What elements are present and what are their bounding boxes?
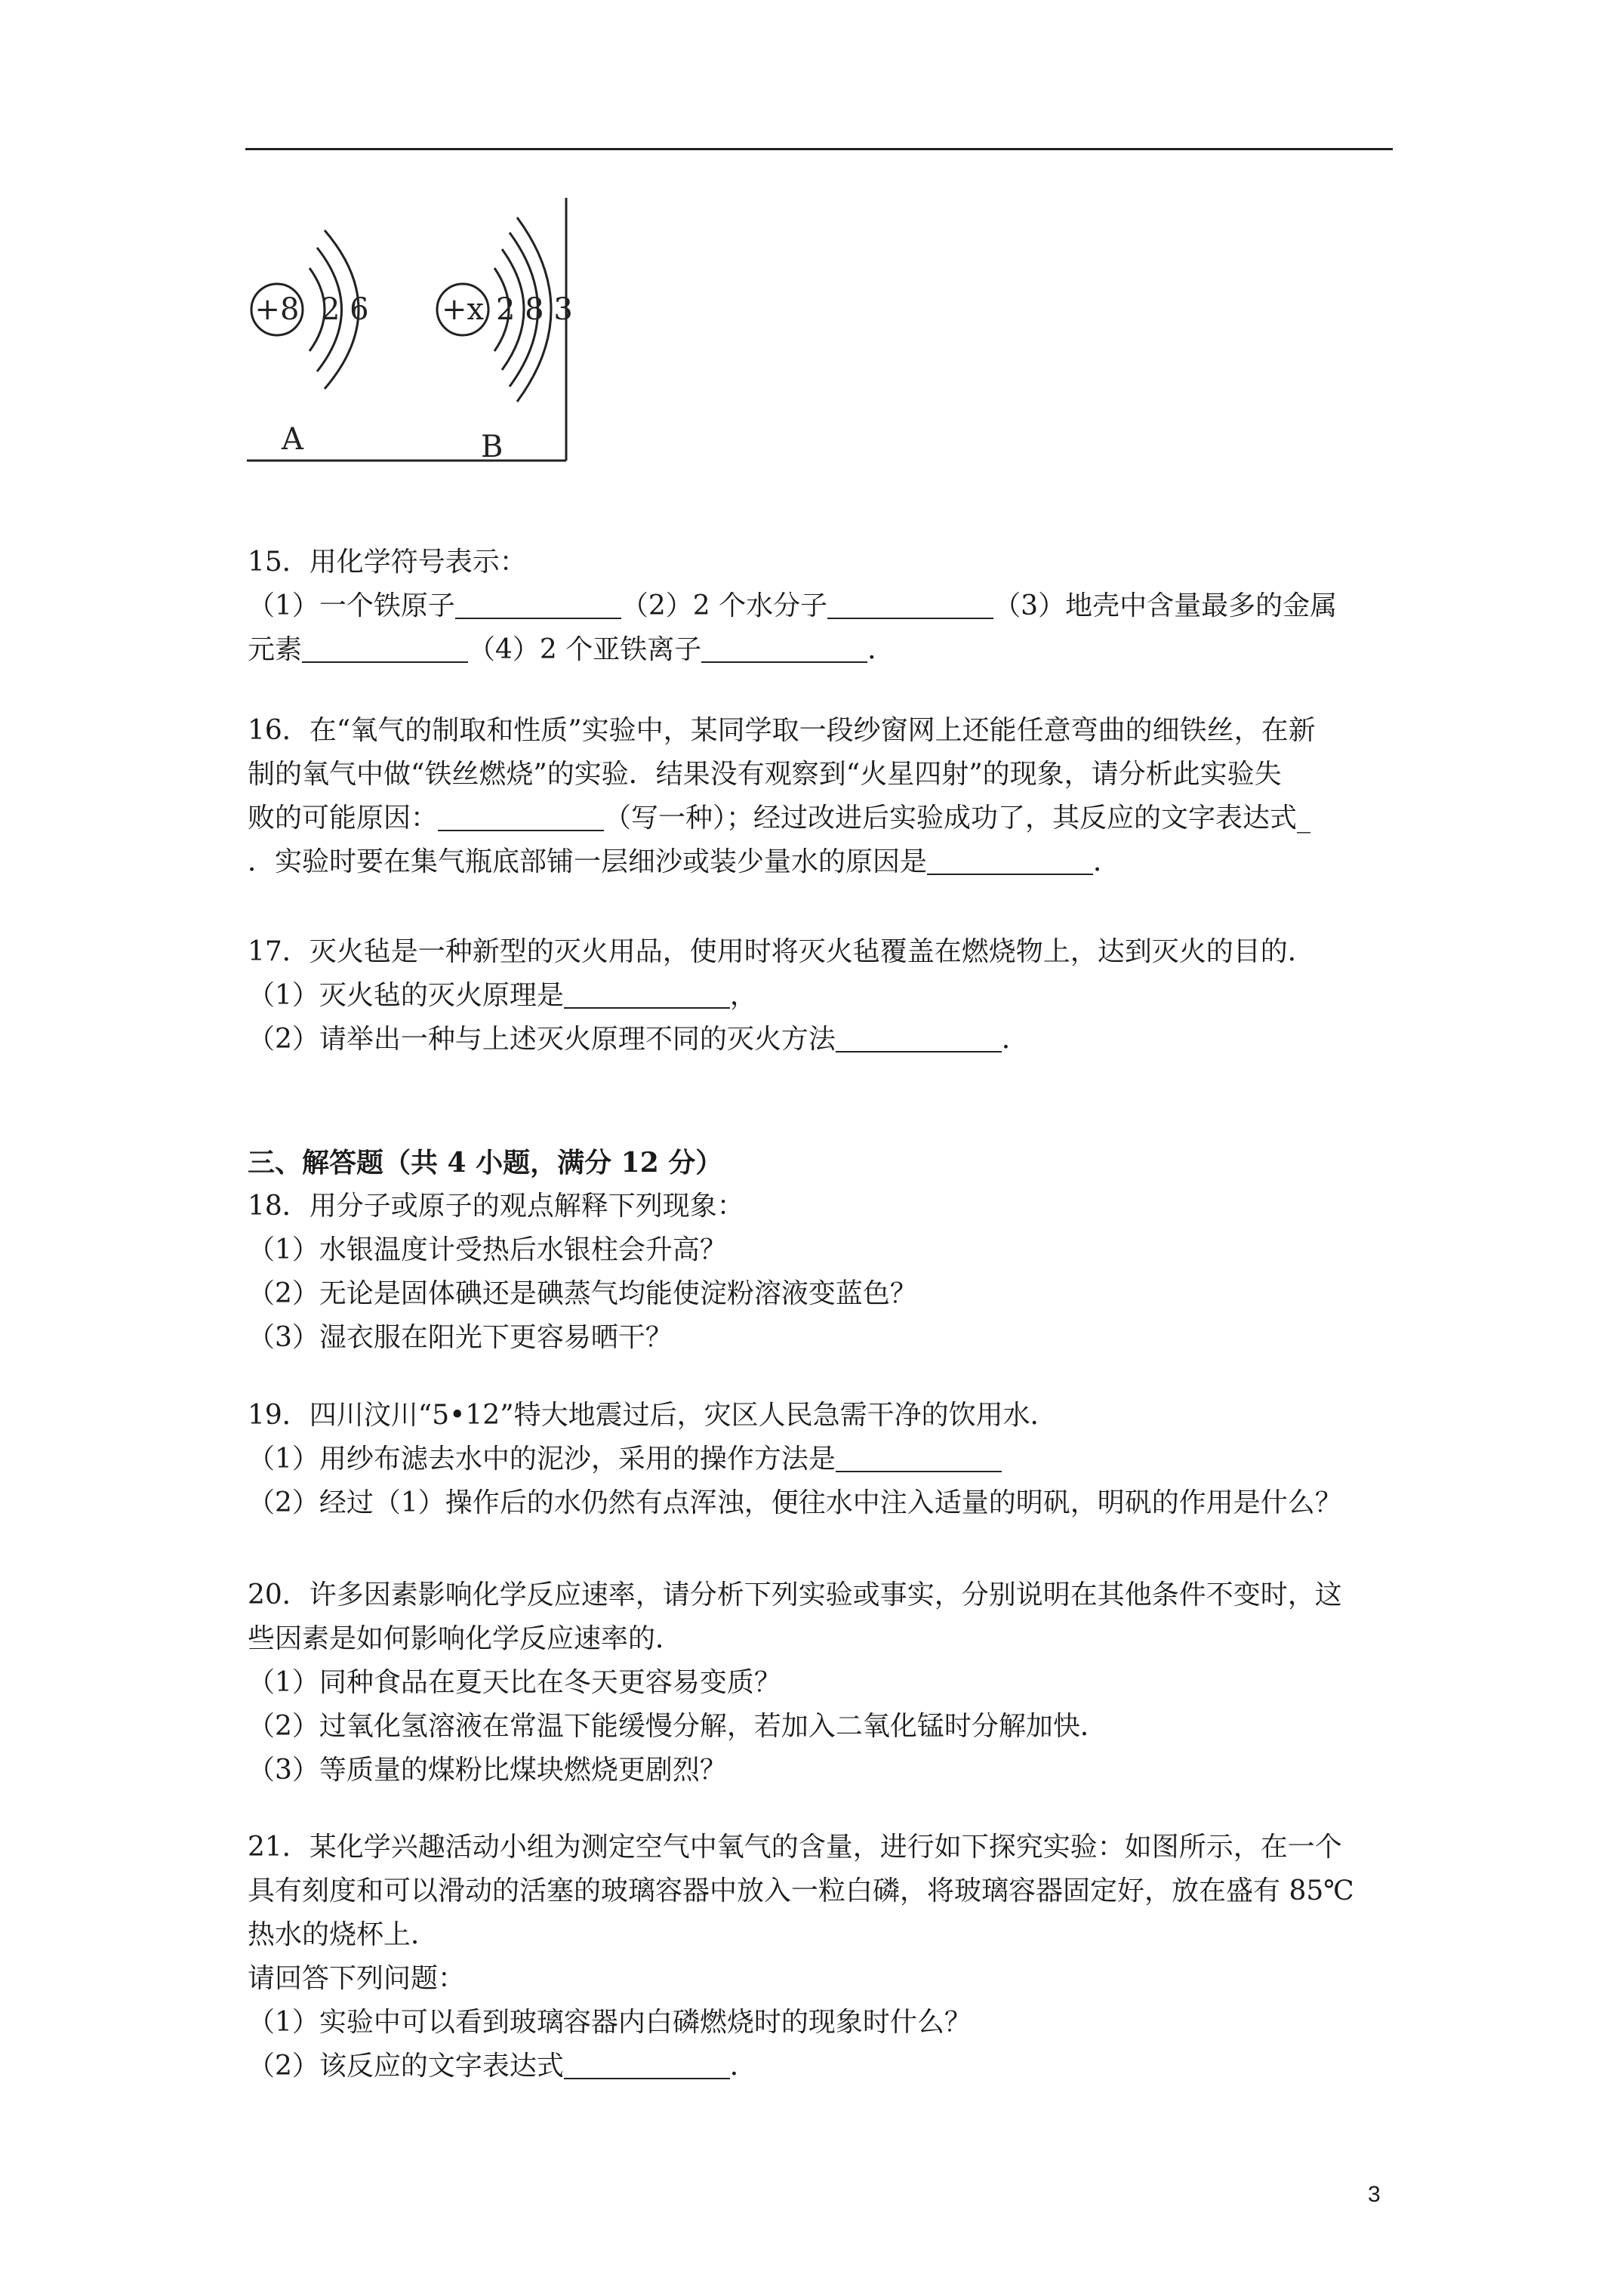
q17-line-3: （2）请举出一种与上述灭火原理不同的灭火方法 ． <box>248 1024 1029 1055</box>
section-3-heading: 三、解答题（共 4 小题，满分 12 分） <box>248 1147 723 1179</box>
answer-blank <box>836 1025 1002 1052</box>
q16-line-4: ．实验时要在集气瓶底部铺一层细沙或装少量水的原因是 ． <box>248 846 1121 877</box>
q16-line-3: 败的可能原因： （写一种）；经过改进后实验成功了，其反应的文字表达式_ <box>248 803 1311 834</box>
q19-line-3: （2）经过（1）操作后的水仍然有点浑浊，便往水中注入适量的明矾，明矾的作用是什么？ <box>248 1487 1342 1518</box>
answer-blank <box>302 636 468 663</box>
question-16 <box>248 709 1403 884</box>
answer-blank <box>455 592 621 619</box>
question-21 <box>248 1826 1403 2088</box>
atom-b-nucleus-label: +x <box>441 292 485 327</box>
atom-a-label: A <box>282 422 303 457</box>
answer-blank <box>836 1445 1002 1472</box>
q15-intro: 15．用化学符号表示： <box>248 547 527 578</box>
question-17 <box>248 930 1403 1062</box>
q21-line-1: 21．某化学兴趣活动小组为测定空气中氧气的含量，进行如下探究实验：如图所示，在一个 <box>248 1832 1342 1863</box>
q20-line-4: （2）过氧化氢溶液在常温下能缓慢分解，若加入二氧化锰时分解加快． <box>248 1711 1107 1742</box>
answer-blank <box>701 636 867 663</box>
atom-a-electrons: 2 6 <box>321 292 369 327</box>
q21-line-3: 热水的烧杯上． <box>248 1919 439 1950</box>
q20-line-1: 20．许多因素影响化学反应速率，请分析下列实验或事实，分别说明在其他条件不变时，这 <box>248 1579 1342 1610</box>
answer-blank <box>564 2052 730 2079</box>
q20-line-2: 些因素是如何影响化学反应速率的． <box>248 1623 683 1654</box>
q20-line-5: （3）等质量的煤粉比煤块燃烧更剧烈？ <box>248 1755 727 1786</box>
section-3 <box>248 1141 1403 1360</box>
q19-line-1: 19．四川汶川“5•12”特大地震过后，灾区人民急需干净的饮用水． <box>248 1400 1058 1431</box>
q21-line-2: 具有刻度和可以滑动的活塞的玻璃容器中放入一粒白磷，将玻璃容器固定好，放在盛有 85℃ <box>248 1875 1354 1906</box>
q20-line-3: （1）同种食品在夏天比在冬天更容易变质？ <box>248 1667 781 1698</box>
question-20 <box>248 1573 1403 1792</box>
answer-blank <box>438 804 604 831</box>
question-15 <box>248 541 1403 672</box>
answer-blank <box>927 848 1093 875</box>
q21-line-4: 请回答下列问题： <box>248 1963 466 1994</box>
q17-line-1: 17．灭火毡是一种新型的灭火用品，使用时将灭火毡覆盖在燃烧物上，达到灭火的目的． <box>248 936 1315 967</box>
page-number: 3 <box>1368 2182 1381 2207</box>
q18-line-1: 18．用分子或原子的观点解释下列现象： <box>248 1191 744 1222</box>
q15-line-2: 元素 （4）2 个亚铁离子 ． <box>248 634 895 665</box>
q18-line-2: （1）水银温度计受热后水银柱会升高？ <box>248 1234 727 1265</box>
question-19 <box>248 1394 1403 1525</box>
q18-line-3: （2）无论是固体碘还是碘蒸气均能使淀粉溶液变蓝色？ <box>248 1278 917 1309</box>
q21-line-6: （2）该反应的文字表达式 ． <box>248 2051 757 2082</box>
header-rule <box>245 148 1393 150</box>
q17-line-2: （1）灭火毡的灭火原理是 ， <box>248 980 757 1011</box>
answer-blank <box>827 592 993 619</box>
answer-blank <box>564 982 730 1009</box>
atom-b-label: B <box>481 430 504 464</box>
q19-line-2: （1）用纱布滤去水中的泥沙，采用的操作方法是 <box>248 1438 1403 1481</box>
q18-line-4: （3）湿衣服在阳光下更容易晒干？ <box>248 1322 673 1353</box>
atom-a-nucleus-label: +8 <box>254 292 300 327</box>
q16-line-2: 制的氧气中做“铁丝燃烧”的实验．结果没有观察到“火星四射”的现象，请分析此实验失 <box>248 759 1282 790</box>
q16-line-1: 16．在“氧气的制取和性质”实验中，某同学取一段纱窗网上还能任意弯曲的细铁丝，在新 <box>248 715 1316 746</box>
q15-line-1: （1）一个铁原子 （2）2 个水分子 （3）地壳中含量最多的金属 <box>248 590 1338 621</box>
atomic-structure-figure <box>245 196 577 468</box>
q21-line-5: （1）实验中可以看到玻璃容器内白磷燃烧时的现象时什么？ <box>248 2007 972 2038</box>
atom-b-electrons: 2 8 3 <box>496 292 573 327</box>
